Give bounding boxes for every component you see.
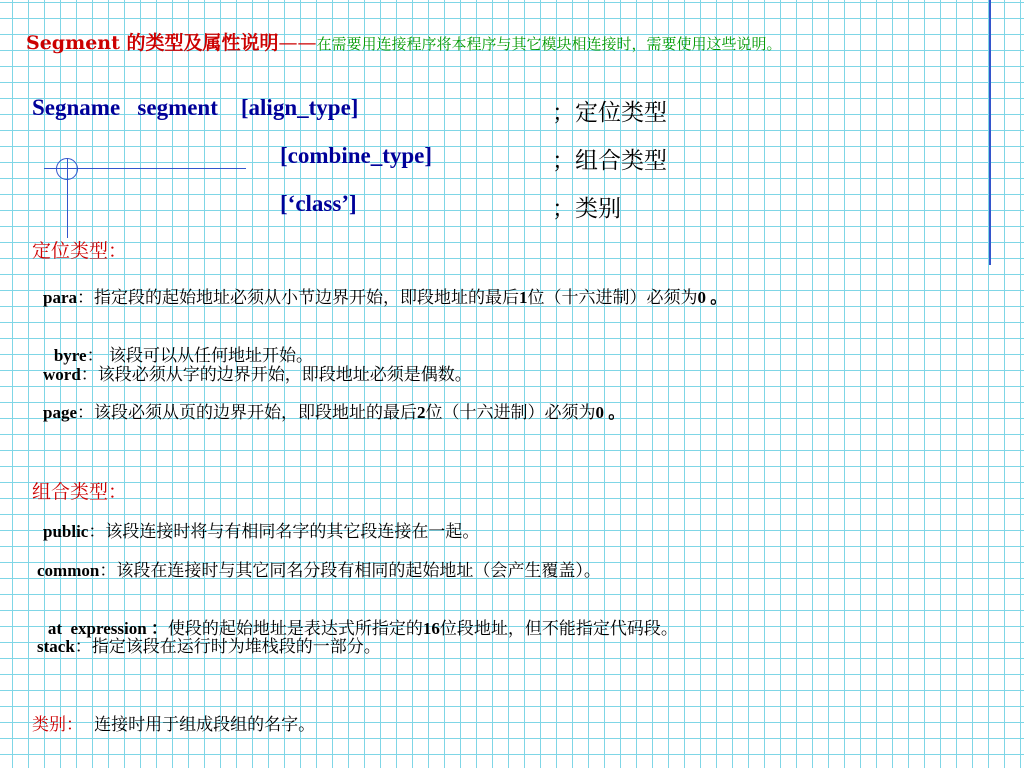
item-end: 。 bbox=[706, 288, 728, 307]
item-term: stack bbox=[37, 637, 75, 656]
item-desc2: 位段地址，但不能指定代码段。 bbox=[439, 619, 678, 639]
item-term: page bbox=[43, 403, 77, 422]
item-term: para bbox=[43, 288, 77, 307]
item-sep: ： bbox=[99, 561, 117, 581]
item-desc: 该段必须从页的边界开始，即段地址的最后 bbox=[94, 403, 417, 423]
syntax-line-1: Segname segment [align_type] bbox=[32, 95, 359, 120]
align-item-word bbox=[43, 360, 472, 385]
item-term: word bbox=[43, 365, 81, 384]
combine-item-stack bbox=[37, 632, 381, 657]
title-dash: —— bbox=[278, 32, 317, 54]
item-sep: ： bbox=[150, 619, 168, 638]
page-title bbox=[26, 28, 782, 55]
combine-heading: 组合类型： bbox=[32, 481, 128, 503]
item-desc: 指定该段在运行时为堆栈段的一部分。 bbox=[91, 637, 381, 657]
item-end: 。 bbox=[604, 403, 626, 422]
item-term: common bbox=[37, 561, 100, 580]
item-desc2: 位（十六进制）必须为 bbox=[527, 288, 698, 308]
item-desc2: 位（十六进制）必须为 bbox=[425, 403, 596, 423]
item-sep: ： bbox=[80, 365, 98, 385]
class-heading: 类别： bbox=[32, 715, 83, 735]
item-desc: 该段连接时将与有相同名字的其它段连接在一起。 bbox=[105, 522, 480, 542]
item-term: at expression bbox=[47, 619, 151, 638]
item-desc: 该段必须从字的边界开始，即段地址必须是偶数。 bbox=[97, 365, 472, 385]
item-sep: ： bbox=[86, 346, 104, 366]
item-num: 16 bbox=[422, 619, 440, 638]
syntax-line-3: [‘class’] bbox=[280, 191, 357, 216]
item-term: public bbox=[43, 522, 89, 541]
syntax-line-2: [combine_type] bbox=[280, 143, 433, 168]
item-desc: 该段可以从任何地址开始。 bbox=[103, 346, 313, 366]
align-heading: 定位类型： bbox=[32, 240, 128, 262]
decor-vertical-line-right bbox=[989, 0, 991, 265]
item-num: 2 bbox=[417, 403, 426, 422]
item-num: 1 bbox=[519, 288, 528, 307]
item-val: 0 bbox=[595, 403, 604, 422]
syntax-line-2-comment: ；组合类型 bbox=[552, 148, 667, 174]
align-item-page bbox=[43, 398, 625, 423]
item-term: byre bbox=[53, 346, 87, 365]
item-val: 0 bbox=[697, 288, 706, 307]
item-desc: 指定段的起始地址必须从小节边界开始，即段地址的最后 bbox=[94, 288, 519, 308]
item-sep: ： bbox=[88, 522, 106, 542]
item-sep: ： bbox=[77, 288, 94, 308]
class-line bbox=[32, 710, 315, 735]
syntax-line-3-comment: ；类别 bbox=[552, 196, 621, 222]
item-sep: ： bbox=[74, 637, 92, 657]
combine-item-common bbox=[37, 556, 601, 581]
syntax-line-1-comment: ；定位类型 bbox=[552, 100, 667, 126]
decor-circle-icon bbox=[56, 158, 78, 180]
item-desc: 该段在连接时与其它同名分段有相同的起始地址（会产生覆盖）。 bbox=[116, 561, 601, 581]
align-item-para bbox=[43, 283, 727, 308]
title-sub: 在需要用连接程序将本程序与其它模块相连接时，需要使用这些说明。 bbox=[316, 35, 782, 53]
item-sep: ： bbox=[77, 403, 94, 423]
combine-item-public bbox=[43, 517, 479, 542]
title-main: Segment 的类型及属性说明 bbox=[26, 32, 279, 54]
class-desc: 连接时用于组成段组的名字。 bbox=[94, 715, 316, 735]
item-desc: 使段的起始地址是表达式所指定的 bbox=[167, 619, 423, 639]
